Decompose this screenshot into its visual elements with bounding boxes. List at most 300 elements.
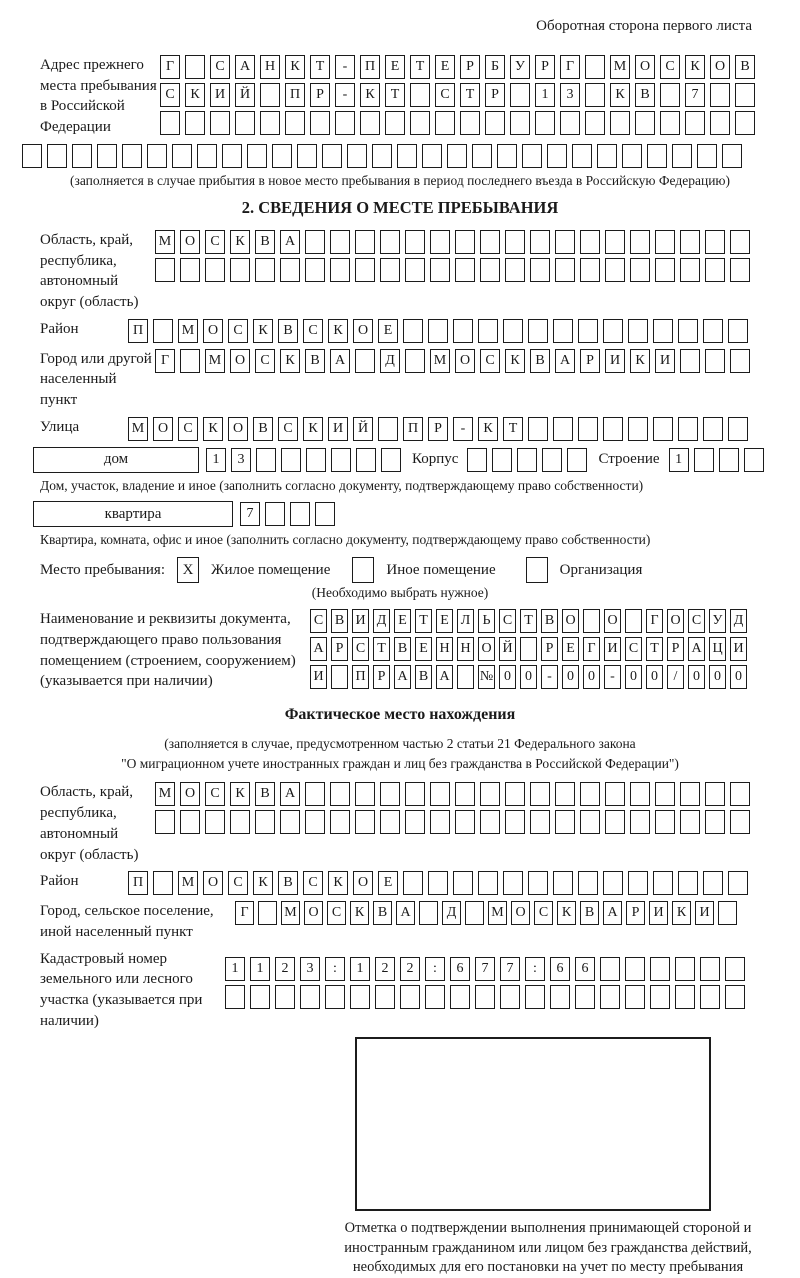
cadastral-label: Кадастровый номер земельного или лесного участка (указывается при наличии) (40, 950, 203, 1029)
city-field (40, 349, 760, 411)
char-cell: Р (535, 55, 555, 79)
char-cell (435, 111, 455, 135)
char-cell: Т (460, 83, 480, 107)
char-cell: 1 (669, 448, 689, 472)
char-cell: В (541, 609, 558, 633)
district-row (128, 319, 753, 343)
char-cell (475, 985, 495, 1009)
char-cell: Р (373, 665, 390, 689)
char-cell (728, 871, 748, 895)
char-cell: П (128, 319, 148, 343)
fact-note-line1: (заполняется в случае, предусмотренном частью 2 статьи 21 Федерального закона (164, 735, 636, 751)
char-cell: К (280, 349, 300, 373)
char-cell (155, 258, 175, 282)
char-cell: Р (460, 55, 480, 79)
char-cell: О (180, 782, 200, 806)
char-cell (478, 319, 498, 343)
fact-region-field (40, 782, 760, 865)
char-cell (630, 258, 650, 282)
fact-city-row (235, 901, 741, 925)
char-cell: М (128, 417, 148, 441)
char-cell: Г (560, 55, 580, 79)
region-label: Область, край, республика, автономный округ (область) (40, 231, 139, 311)
char-cell: К (478, 417, 498, 441)
char-cell: К (350, 901, 369, 925)
char-cell (553, 871, 573, 895)
char-cell: К (253, 319, 273, 343)
char-cell (547, 144, 567, 168)
char-cell (185, 111, 205, 135)
house-row (33, 447, 760, 473)
char-cell: Е (562, 637, 579, 661)
char-cell: В (255, 782, 275, 806)
char-cell (297, 144, 317, 168)
char-cell: М (155, 230, 175, 254)
char-cell (700, 985, 720, 1009)
char-cell (180, 810, 200, 834)
char-cell (705, 349, 725, 373)
char-cell: Й (353, 417, 373, 441)
char-cell (472, 144, 492, 168)
char-cell: Р (626, 901, 645, 925)
char-cell (530, 810, 550, 834)
char-cell: А (555, 349, 575, 373)
char-cell (380, 258, 400, 282)
char-cell (628, 417, 648, 441)
stay-type-option-inoe: Иное помещение (386, 561, 496, 578)
char-cell: Г (583, 637, 600, 661)
char-cell (703, 871, 723, 895)
char-cell (647, 144, 667, 168)
char-cell (306, 448, 326, 472)
char-cell (256, 448, 276, 472)
char-cell (628, 319, 648, 343)
char-cell: Д (373, 609, 390, 633)
char-cell (655, 810, 675, 834)
char-cell (428, 319, 448, 343)
prev-address-field (40, 55, 760, 138)
apartment-box: квартира (33, 501, 233, 527)
char-cell (735, 83, 755, 107)
char-cell (280, 258, 300, 282)
char-cell: - (604, 665, 621, 689)
char-cell: С (534, 901, 553, 925)
fact-district-row (128, 871, 753, 895)
char-cell (730, 230, 750, 254)
apartment-cells (240, 502, 340, 526)
char-cell (500, 985, 520, 1009)
district-label: Район (40, 320, 79, 337)
char-cell (480, 230, 500, 254)
char-cell (247, 144, 267, 168)
char-cell: 6 (550, 957, 570, 981)
char-cell: А (280, 782, 300, 806)
char-cell (725, 985, 745, 1009)
district-field (40, 319, 760, 343)
char-cell: С (435, 83, 455, 107)
cadastral-row-2 (225, 985, 760, 1009)
char-cell: М (155, 782, 175, 806)
char-cell: Р (667, 637, 684, 661)
char-cell: Г (646, 609, 663, 633)
char-cell (310, 111, 330, 135)
char-cell (685, 111, 705, 135)
char-cell: Е (435, 55, 455, 79)
cadastral-cells (225, 949, 760, 1009)
char-cell (153, 319, 173, 343)
document-label: Наименование и реквизиты документа, подтверждающего право пользования помещением (строением, сооружением) (указывается при наличии) (40, 611, 296, 690)
char-cell (265, 502, 285, 526)
char-cell (710, 83, 730, 107)
char-cell: С (625, 637, 642, 661)
char-cell: 2 (275, 957, 295, 981)
char-cell: С (688, 609, 705, 633)
stay-type-option-org: Организация (559, 561, 643, 578)
char-cell: 3 (231, 448, 251, 472)
char-cell: 0 (583, 665, 600, 689)
char-cell (360, 111, 380, 135)
char-cell: 0 (709, 665, 726, 689)
char-cell (553, 319, 573, 343)
prev-address-row-3 (160, 111, 760, 135)
char-cell (480, 782, 500, 806)
char-cell (405, 782, 425, 806)
char-cell: К (557, 901, 576, 925)
char-cell: Е (378, 319, 398, 343)
char-cell (560, 111, 580, 135)
char-cell: С (228, 319, 248, 343)
char-cell (425, 985, 445, 1009)
char-cell: И (695, 901, 714, 925)
region-row-2 (155, 258, 760, 282)
char-cell (250, 985, 270, 1009)
fact-title: Фактическое место нахождения (284, 705, 516, 723)
char-cell: В (255, 230, 275, 254)
char-cell (517, 448, 537, 472)
char-cell: А (688, 637, 705, 661)
char-cell (97, 144, 117, 168)
char-cell: О (604, 609, 621, 633)
prev-address-note: (заполняется в случае прибытия в новое место пребывания в период последнего въезда в Российскую Федерацию) (69, 172, 731, 188)
char-cell: А (394, 665, 411, 689)
char-cell (335, 111, 355, 135)
char-cell (635, 111, 655, 135)
char-cell: : (425, 957, 445, 981)
korpus-cells (467, 448, 592, 472)
char-cell (492, 448, 512, 472)
char-cell: С (210, 55, 230, 79)
char-cell (331, 448, 351, 472)
char-cell: В (278, 319, 298, 343)
char-cell (705, 230, 725, 254)
char-cell: Т (410, 55, 430, 79)
city-row (155, 349, 755, 373)
char-cell: 1 (535, 83, 555, 107)
char-cell: Т (646, 637, 663, 661)
char-cell (625, 957, 645, 981)
char-cell: С (352, 637, 369, 661)
char-cell: П (360, 55, 380, 79)
char-cell (535, 111, 555, 135)
char-cell: Е (378, 871, 398, 895)
char-cell: Д (442, 901, 461, 925)
cadastral-field (40, 949, 760, 1032)
char-cell: В (278, 871, 298, 895)
char-cell: С (255, 349, 275, 373)
char-cell: : (325, 957, 345, 981)
char-cell (405, 258, 425, 282)
char-cell (705, 258, 725, 282)
char-cell: О (228, 417, 248, 441)
char-cell: К (253, 871, 273, 895)
char-cell: С (303, 871, 323, 895)
char-cell (555, 782, 575, 806)
char-cell: С (278, 417, 298, 441)
char-cell (603, 417, 623, 441)
char-cell (260, 111, 280, 135)
char-cell: Н (436, 637, 453, 661)
fact-city-field (40, 901, 760, 942)
char-cell (355, 349, 375, 373)
char-cell: - (453, 417, 473, 441)
char-cell: К (285, 55, 305, 79)
char-cell: В (530, 349, 550, 373)
prev-address-label: Адрес прежнего места пребывания в Российской Федерации (40, 57, 157, 136)
char-cell (403, 319, 423, 343)
char-cell (235, 111, 255, 135)
char-cell: О (203, 871, 223, 895)
char-cell (505, 810, 525, 834)
char-cell: : (525, 957, 545, 981)
char-cell: К (328, 871, 348, 895)
house-box: дом (33, 447, 199, 473)
char-cell (230, 810, 250, 834)
char-cell: 7 (685, 83, 705, 107)
char-cell (205, 258, 225, 282)
char-cell: И (604, 637, 621, 661)
char-cell: - (541, 665, 558, 689)
char-cell (280, 810, 300, 834)
char-cell (457, 665, 474, 689)
char-cell (430, 782, 450, 806)
char-cell (650, 985, 670, 1009)
char-cell: И (649, 901, 668, 925)
section2-title: 2. СВЕДЕНИЯ О МЕСТЕ ПРЕБЫВАНИЯ (241, 197, 559, 217)
char-cell (455, 810, 475, 834)
char-cell: К (360, 83, 380, 107)
char-cell (530, 230, 550, 254)
char-cell (225, 985, 245, 1009)
char-cell (603, 319, 623, 343)
char-cell (281, 448, 301, 472)
char-cell (510, 111, 530, 135)
char-cell: Е (436, 609, 453, 633)
char-cell: Т (520, 609, 537, 633)
char-cell: Ь (478, 609, 495, 633)
char-cell: 2 (375, 957, 395, 981)
char-cell (675, 985, 695, 1009)
char-cell: В (580, 901, 599, 925)
char-cell (600, 957, 620, 981)
char-cell (675, 957, 695, 981)
char-cell: К (230, 782, 250, 806)
char-cell: 3 (300, 957, 320, 981)
fact-region-row-2 (155, 810, 760, 834)
char-cell: О (478, 637, 495, 661)
stay-type-label: Место пребывания: (40, 561, 165, 578)
char-cell (381, 448, 401, 472)
char-cell (605, 230, 625, 254)
char-cell: С (228, 871, 248, 895)
char-cell (628, 871, 648, 895)
char-cell: В (331, 609, 348, 633)
char-cell: О (635, 55, 655, 79)
char-cell: С (660, 55, 680, 79)
fact-region-row-1 (155, 782, 760, 806)
char-cell: О (353, 871, 373, 895)
char-cell (555, 230, 575, 254)
char-cell (230, 258, 250, 282)
char-cell: Р (310, 83, 330, 107)
char-cell (703, 417, 723, 441)
char-cell (305, 782, 325, 806)
char-cell (528, 417, 548, 441)
char-cell (522, 144, 542, 168)
char-cell: П (285, 83, 305, 107)
char-cell: П (128, 871, 148, 895)
char-cell: О (667, 609, 684, 633)
char-cell: С (178, 417, 198, 441)
char-cell: Е (385, 55, 405, 79)
char-cell (697, 144, 717, 168)
char-cell: А (280, 230, 300, 254)
char-cell (728, 417, 748, 441)
char-cell: 3 (560, 83, 580, 107)
char-cell: Г (235, 901, 254, 925)
char-cell (255, 258, 275, 282)
char-cell (350, 985, 370, 1009)
char-cell (305, 810, 325, 834)
char-cell (153, 871, 173, 895)
char-cell: О (180, 230, 200, 254)
char-cell (705, 810, 725, 834)
char-cell (405, 349, 425, 373)
char-cell: С (310, 609, 327, 633)
char-cell (567, 448, 587, 472)
char-cell (453, 319, 473, 343)
char-cell: К (610, 83, 630, 107)
char-cell (528, 871, 548, 895)
char-cell (530, 782, 550, 806)
char-cell (530, 258, 550, 282)
char-cell: В (635, 83, 655, 107)
char-cell (719, 448, 739, 472)
char-cell (520, 637, 537, 661)
char-cell: И (605, 349, 625, 373)
char-cell: О (562, 609, 579, 633)
prev-address-row-4 (22, 144, 760, 168)
char-cell (355, 782, 375, 806)
char-cell (610, 111, 630, 135)
char-cell (455, 782, 475, 806)
char-cell (660, 83, 680, 107)
char-cell: / (667, 665, 684, 689)
char-cell (275, 985, 295, 1009)
char-cell (380, 230, 400, 254)
char-cell: К (185, 83, 205, 107)
char-cell (718, 901, 737, 925)
char-cell: Й (235, 83, 255, 107)
char-cell: К (328, 319, 348, 343)
char-cell (580, 782, 600, 806)
char-cell: Т (310, 55, 330, 79)
char-cell (550, 985, 570, 1009)
fact-region-label: Область, край, республика, автономный округ (область) (40, 784, 139, 863)
char-cell: О (710, 55, 730, 79)
char-cell (703, 319, 723, 343)
char-cell: Р (428, 417, 448, 441)
stroenie-label: Строение (598, 451, 660, 468)
region-row-1 (155, 230, 760, 254)
char-cell: С (205, 782, 225, 806)
char-cell (510, 83, 530, 107)
char-cell (653, 417, 673, 441)
char-cell: 0 (520, 665, 537, 689)
stay-type-row (40, 557, 760, 583)
char-cell: А (396, 901, 415, 925)
char-cell (465, 901, 484, 925)
char-cell (625, 985, 645, 1009)
char-cell (653, 871, 673, 895)
char-cell (300, 985, 320, 1009)
char-cell: М (610, 55, 630, 79)
char-cell (585, 111, 605, 135)
char-cell (356, 448, 376, 472)
char-cell: В (253, 417, 273, 441)
fact-district-field (40, 871, 760, 895)
char-cell: В (305, 349, 325, 373)
char-cell (655, 782, 675, 806)
char-cell (630, 810, 650, 834)
char-cell (375, 985, 395, 1009)
char-cell (405, 230, 425, 254)
char-cell: С (303, 319, 323, 343)
char-cell (160, 111, 180, 135)
char-cell (22, 144, 42, 168)
char-cell (122, 144, 142, 168)
char-cell (410, 83, 430, 107)
char-cell: А (603, 901, 622, 925)
char-cell (405, 810, 425, 834)
char-cell: И (310, 665, 327, 689)
char-cell: Т (503, 417, 523, 441)
char-cell: № (478, 665, 495, 689)
cadastral-row-1 (225, 957, 760, 981)
char-cell: Й (499, 637, 516, 661)
street-field (40, 417, 760, 441)
char-cell: Т (415, 609, 432, 633)
char-cell (197, 144, 217, 168)
char-cell: А (310, 637, 327, 661)
char-cell (580, 258, 600, 282)
char-cell: Р (580, 349, 600, 373)
prev-address-cells (160, 55, 760, 135)
char-cell (728, 319, 748, 343)
char-cell (583, 609, 600, 633)
char-cell: К (230, 230, 250, 254)
char-cell (578, 871, 598, 895)
char-cell (730, 258, 750, 282)
